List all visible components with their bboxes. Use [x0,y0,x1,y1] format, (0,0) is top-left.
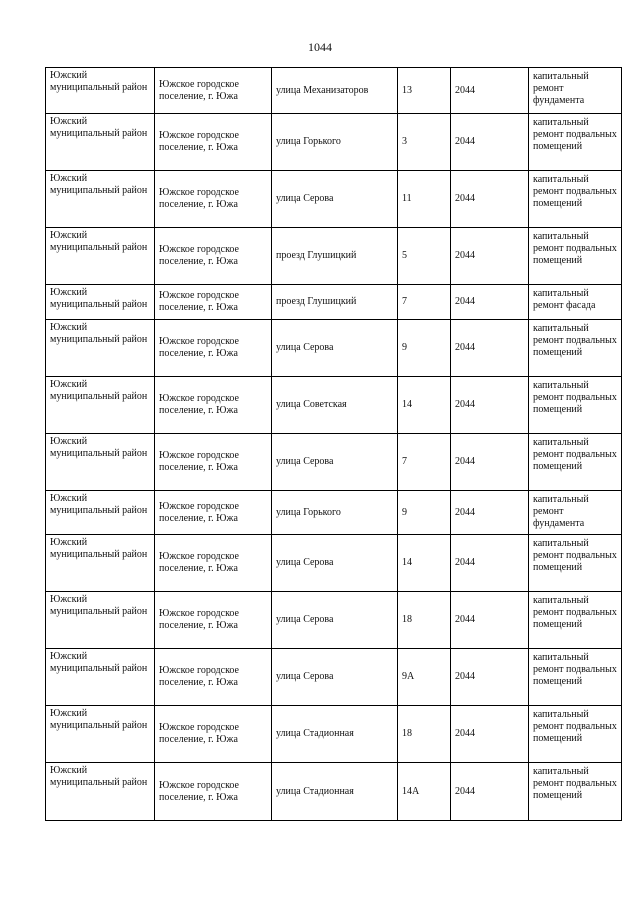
table-row [46,491,622,535]
work-type-cell: капитальный ремонт подвальных помещений [529,114,622,171]
year-cell: 2044 [451,706,529,763]
repair-schedule-table [45,67,622,821]
settlement-cell: Южское городское поселение, г. Южа [155,592,272,649]
table-row [46,592,622,649]
table-row [46,114,622,171]
work-type-cell: капитальный ремонт фундамента [529,491,622,535]
district-cell: Южский муниципальный район [46,171,155,228]
year-cell: 2044 [451,114,529,171]
district-cell: Южский муниципальный район [46,285,155,320]
street-cell: улица Серова [272,320,398,377]
table-row [46,228,622,285]
year-cell: 2044 [451,285,529,320]
year-cell: 2044 [451,535,529,592]
house-number-cell: 9А [398,649,451,706]
page-number: 1044 [308,40,332,54]
district-cell: Южский муниципальный район [46,434,155,491]
table-row [46,649,622,706]
settlement-cell: Южское городское поселение, г. Южа [155,649,272,706]
district-cell: Южский муниципальный район [46,706,155,763]
street-cell: улица Серова [272,171,398,228]
year-cell: 2044 [451,320,529,377]
street-cell: улица Горького [272,491,398,535]
settlement-cell: Южское городское поселение, г. Южа [155,320,272,377]
settlement-cell: Южское городское поселение, г. Южа [155,285,272,320]
house-number-cell: 5 [398,228,451,285]
settlement-cell: Южское городское поселение, г. Южа [155,114,272,171]
district-cell: Южский муниципальный район [46,320,155,377]
settlement-cell: Южское городское поселение, г. Южа [155,763,272,821]
house-number-cell: 9 [398,320,451,377]
house-number-cell: 13 [398,68,451,114]
work-type-cell: капитальный ремонт подвальных помещений [529,171,622,228]
table-row [46,68,622,114]
table-row [46,320,622,377]
year-cell: 2044 [451,763,529,821]
year-cell: 2044 [451,377,529,434]
settlement-cell: Южское городское поселение, г. Южа [155,434,272,491]
house-number-cell: 9 [398,491,451,535]
year-cell: 2044 [451,434,529,491]
settlement-cell: Южское городское поселение, г. Южа [155,68,272,114]
work-type-cell: капитальный ремонт подвальных помещений [529,377,622,434]
district-cell: Южский муниципальный район [46,649,155,706]
street-cell: улица Горького [272,114,398,171]
work-type-cell: капитальный ремонт подвальных помещений [529,592,622,649]
district-cell: Южский муниципальный район [46,592,155,649]
table-row [46,171,622,228]
work-type-cell: капитальный ремонт подвальных помещений [529,763,622,821]
street-cell: проезд Глушицкий [272,228,398,285]
district-cell: Южский муниципальный район [46,535,155,592]
table-row [46,763,622,821]
street-cell: улица Стадионная [272,763,398,821]
house-number-cell: 14 [398,377,451,434]
settlement-cell: Южское городское поселение, г. Южа [155,171,272,228]
table-row [46,535,622,592]
table-row [46,706,622,763]
house-number-cell: 3 [398,114,451,171]
work-type-cell: капитальный ремонт подвальных помещений [529,320,622,377]
settlement-cell: Южское городское поселение, г. Южа [155,535,272,592]
house-number-cell: 7 [398,285,451,320]
work-type-cell: капитальный ремонт фасада [529,285,622,320]
settlement-cell: Южское городское поселение, г. Южа [155,491,272,535]
street-cell: улица Серова [272,592,398,649]
district-cell: Южский муниципальный район [46,491,155,535]
district-cell: Южский муниципальный район [46,68,155,114]
house-number-cell: 14 [398,535,451,592]
work-type-cell: капитальный ремонт подвальных помещений [529,706,622,763]
street-cell: улица Механизаторов [272,68,398,114]
house-number-cell: 7 [398,434,451,491]
year-cell: 2044 [451,228,529,285]
house-number-cell: 14А [398,763,451,821]
table-body [46,68,622,821]
work-type-cell: капитальный ремонт подвальных помещений [529,649,622,706]
street-cell: проезд Глушицкий [272,285,398,320]
table-row [46,285,622,320]
table-row [46,434,622,491]
house-number-cell: 11 [398,171,451,228]
year-cell: 2044 [451,491,529,535]
year-cell: 2044 [451,649,529,706]
work-type-cell: капитальный ремонт подвальных помещений [529,228,622,285]
settlement-cell: Южское городское поселение, г. Южа [155,228,272,285]
house-number-cell: 18 [398,706,451,763]
year-cell: 2044 [451,68,529,114]
year-cell: 2044 [451,171,529,228]
settlement-cell: Южское городское поселение, г. Южа [155,706,272,763]
street-cell: улица Советская [272,377,398,434]
street-cell: улица Серова [272,535,398,592]
house-number-cell: 18 [398,592,451,649]
district-cell: Южский муниципальный район [46,114,155,171]
table-row [46,377,622,434]
district-cell: Южский муниципальный район [46,377,155,434]
work-type-cell: капитальный ремонт подвальных помещений [529,434,622,491]
year-cell: 2044 [451,592,529,649]
district-cell: Южский муниципальный район [46,763,155,821]
street-cell: улица Серова [272,434,398,491]
district-cell: Южский муниципальный район [46,228,155,285]
work-type-cell: капитальный ремонт подвальных помещений [529,535,622,592]
work-type-cell: капитальный ремонт фундамента [529,68,622,114]
settlement-cell: Южское городское поселение, г. Южа [155,377,272,434]
street-cell: улица Стадионная [272,706,398,763]
street-cell: улица Серова [272,649,398,706]
